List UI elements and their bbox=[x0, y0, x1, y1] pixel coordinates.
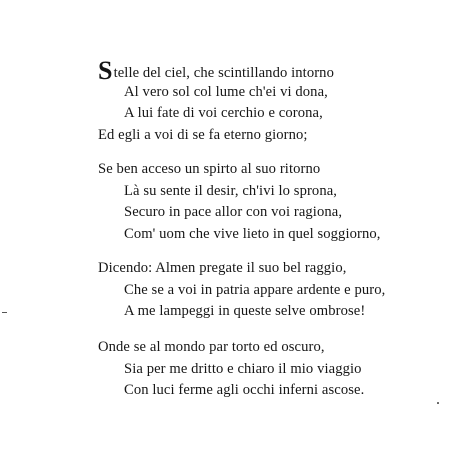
drop-cap: S bbox=[98, 56, 113, 85]
poem-line: Securo in pace allor con voi ragiona, bbox=[124, 204, 343, 220]
scan-edge-mark bbox=[2, 312, 7, 313]
poem-line: Dicendo: Almen pregate il suo bel raggio, bbox=[98, 260, 347, 276]
poem-line: Al vero sol col lume ch'ei vi dona, bbox=[124, 83, 328, 100]
stanza-2 bbox=[98, 159, 438, 245]
poem-line bbox=[98, 56, 438, 85]
scan-speck bbox=[437, 402, 439, 404]
poem-line: Che se a voi in patria appare ardente e puro, bbox=[124, 281, 386, 298]
poem-line: Con luci ferme agli occhi inferni ascose. bbox=[124, 382, 365, 398]
stanza-3 bbox=[98, 258, 438, 323]
poem-line: Se ben acceso un spirto al suo ritorno bbox=[98, 161, 321, 177]
poem-line: A lui fate di voi cerchio e corona, bbox=[124, 105, 323, 121]
poem-line: Onde se al mondo par torto ed oscuro, bbox=[98, 339, 325, 355]
poem-line-text: telle del ciel, che scintillando intorno bbox=[113, 65, 334, 81]
poem-line: A me lampeggi in queste selve ombrose! bbox=[124, 303, 366, 319]
stanza-4 bbox=[98, 337, 438, 402]
stanza-1 bbox=[98, 56, 438, 146]
poem-line: Là su sente il desir, ch'ivi lo sprona, bbox=[124, 182, 338, 199]
poem-line: Sia per me dritto e chiaro il mio viaggio bbox=[124, 360, 362, 377]
poem-line: Com' uom che vive lieto in quel soggiorno, bbox=[124, 225, 381, 242]
poem-line: Ed egli a voi di se fa eterno giorno; bbox=[98, 126, 308, 143]
